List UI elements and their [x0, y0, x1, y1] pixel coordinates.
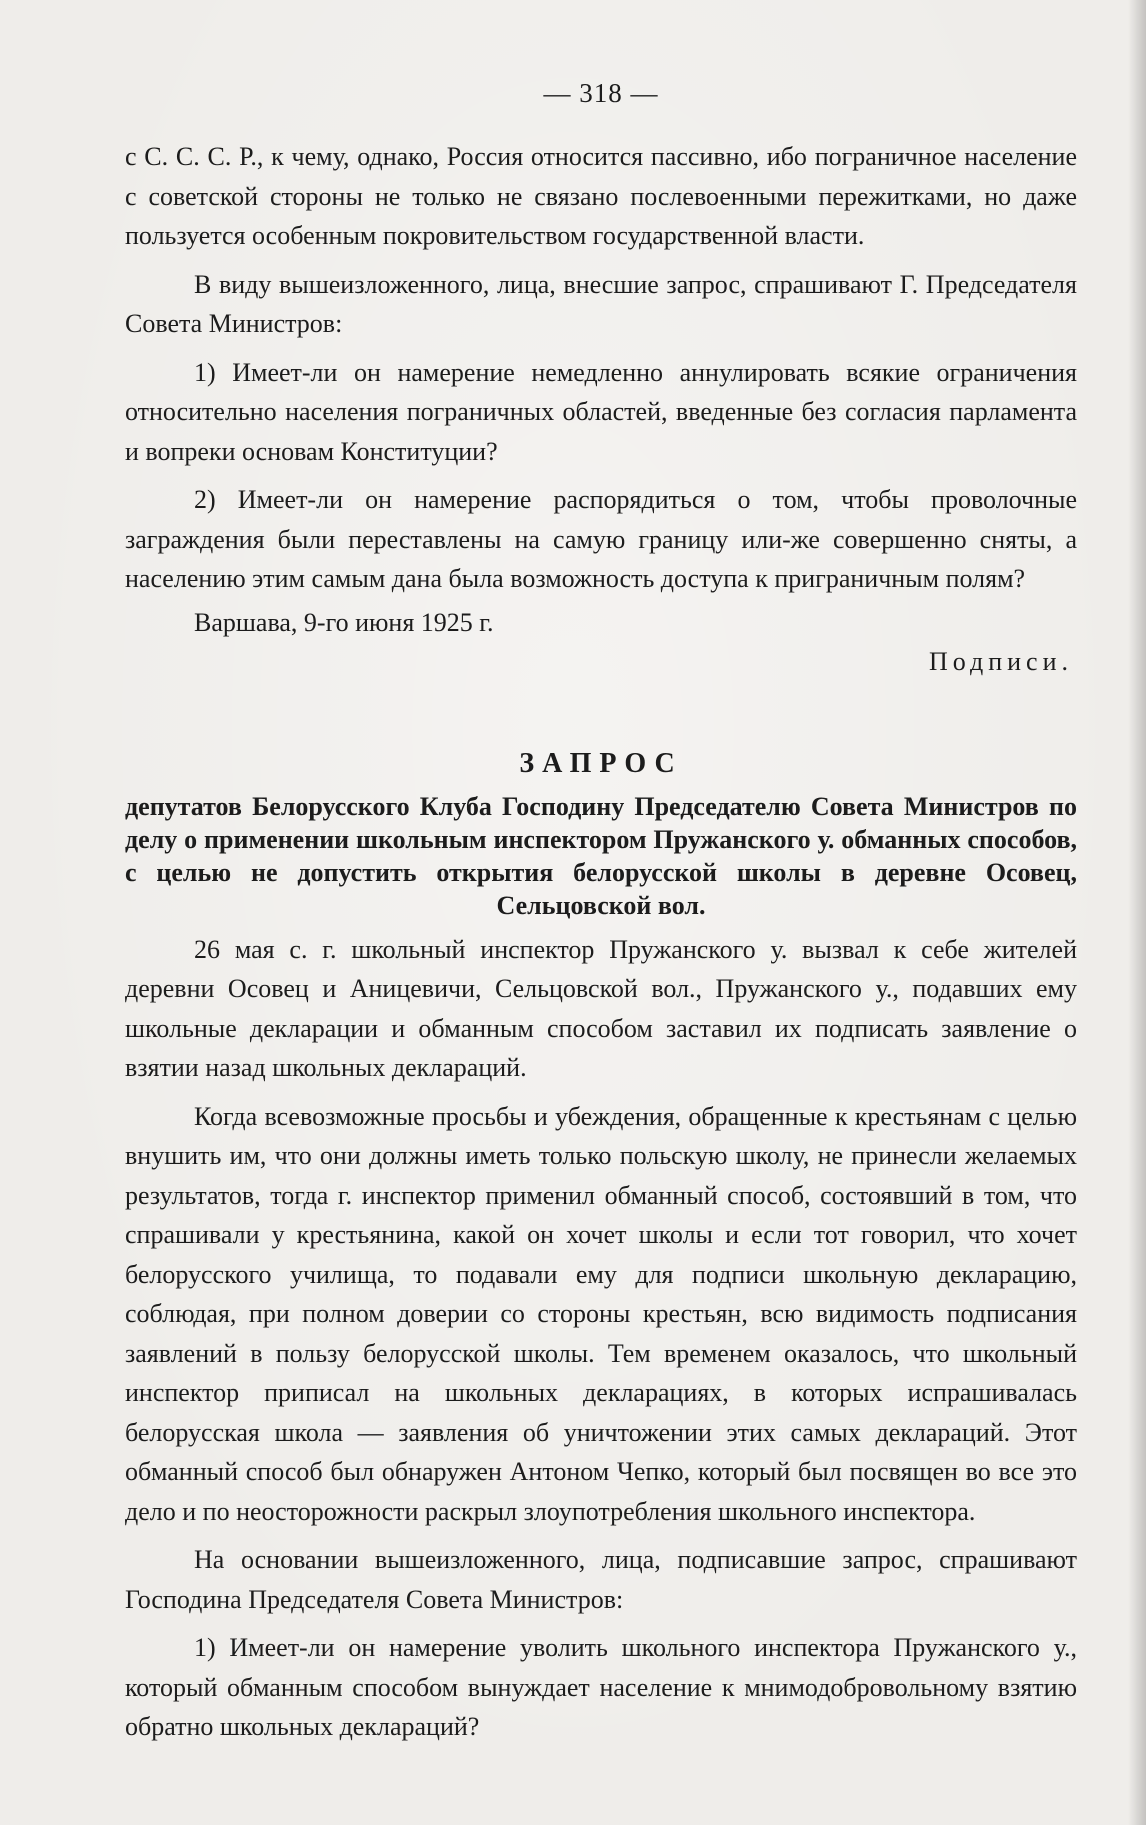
book-spine-shadow [1128, 0, 1146, 1825]
paragraph-continuation: с С. С. С. Р., к чему, однако, Россия относится пассивно, ибо пограничное население с советской стороны не только не связано послевоенными пережитками, но даже пользуется особенным покровительством государственной власти. [125, 142, 1077, 250]
paragraph-3: На основании вышеизложенного, лица, подписавшие запрос, спрашивают Господина Председателя Совета Министров: [125, 1545, 1077, 1614]
question-1-section2: 1) Имеет-ли он намерение уволить школьного инспектора Пружанского у., который обманным способом вынуждает население к мнимодобровольному взятию обратно школьных деклараций? [125, 1633, 1077, 1741]
paragraph-intro: В виду вышеизложенного, лица, внесшие запрос, спрашивают Г. Председателя Совета Министров: [125, 269, 1077, 338]
paragraph-2: Когда всевозможные просьбы и убеждения, обращенные к крестьянам с целью внушить им, что они должны иметь только польскую школу, не принесли желаемых результатов, тогда г. инспектор применил обманный способ, состоявший в том, что спрашивали у крестьянина, какой он хочет школы и если тот говорил, что хочет белорусского училища, то подавали ему для подписи школьную декларацию, соблюдая, при полном доверии со стороны крестьян, всю видимость подписания заявлений в пользу белорусской школы. Тем временем оказалось, что школьный инспектор приписал на школьных декларациях, в которых испрашивалась белорусская школа — заявления об уничтожении этих самых деклараций. Этот обманный способ был обнаружен Антоном Чепко, который был посвящен во все это дело и по неосторожности раскрыл злоупотребления школьного инспектора. [125, 1101, 1077, 1526]
page-content [125, 78, 1077, 1747]
section-subheading: депутатов Белорусского Клуба Господину Председателю Совета Министров по делу о применении школьным инспектором Пружанского у. обманных способов, с целью не допустить открытия белорусской школы в деревне Осовец, Сельцовской вол. [125, 791, 1077, 920]
section-heading: ЗАПРОС [519, 747, 683, 779]
signatures: Подписи. [928, 647, 1073, 676]
date-line: Варшава, 9-го июня 1925 г. [194, 607, 494, 637]
question-2: 2) Имеет-ли он намерение распорядиться о том, чтобы проволочные заграждения были переставлены на самую границу или-же совершенно сняты, а населению этим самым дана была возможность доступа к приграничным полям? [125, 485, 1077, 593]
page-number: — 318 — [543, 78, 659, 108]
question-1: 1) Имеет-ли он намерение немедленно аннулировать всякие ограничения относительно населения пограничных областей, введенные без согласия парламента и вопреки основам Конституции? [125, 357, 1077, 466]
paragraph-1: 26 мая с. г. школьный инспектор Пружанского у. вызвал к себе жителей деревни Осовец и Аницевичи, Сельцовской вол., Пружанского у., подавших ему школьные декларации и обманным способом заставил их подписать заявление о взятии назад школьных деклараций. [125, 934, 1077, 1082]
